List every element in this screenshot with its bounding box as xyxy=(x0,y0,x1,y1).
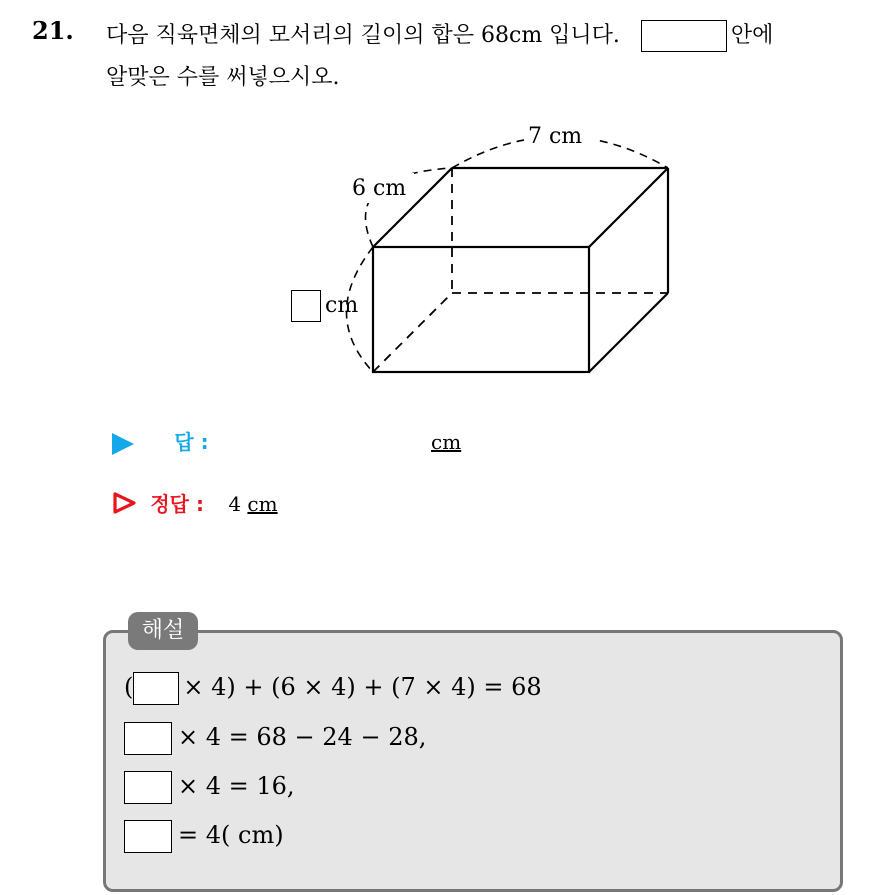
answer-unit: cm xyxy=(431,430,462,454)
play-outline-icon xyxy=(112,491,138,520)
blank-box xyxy=(124,771,172,804)
explanation-line-1 xyxy=(124,672,542,705)
correct-unit: cm xyxy=(247,492,278,516)
blank-box xyxy=(124,722,172,755)
equation-4: = 4( cm) xyxy=(178,821,284,849)
question-line-1 xyxy=(106,18,773,52)
width-label: 6 cm xyxy=(352,176,407,201)
cuboid-diagram xyxy=(280,115,700,385)
front-face xyxy=(373,247,589,372)
equation-1: × 4) + (6 × 4) + (7 × 4) = 68 xyxy=(183,673,542,701)
blank-box xyxy=(133,672,179,705)
question-text-1: 다음 직육면체의 모서리의 길이의 합은 68cm 입니다. xyxy=(106,23,620,48)
equation-2: × 4 = 68 − 24 − 28, xyxy=(178,723,427,751)
explanation-line-3 xyxy=(124,771,295,804)
answer-row xyxy=(112,426,461,455)
blank-box xyxy=(124,820,172,853)
question-number: 21. xyxy=(32,16,74,45)
question-line-2: 알맞은 수를 써넣으시오. xyxy=(106,65,340,90)
explanation-line-2 xyxy=(124,722,426,755)
question-text-1-suffix: 안에 xyxy=(730,23,774,48)
open-paren: ( xyxy=(124,673,134,701)
correct-label: 정답 : xyxy=(150,492,204,516)
correct-answer-row xyxy=(112,488,278,520)
equation-3: × 4 = 16, xyxy=(178,772,295,800)
explanation-line-4 xyxy=(124,820,284,853)
play-icon xyxy=(112,433,134,455)
height-blank-box xyxy=(291,290,321,322)
height-label xyxy=(291,290,358,322)
answer-label: 답 : xyxy=(174,430,209,454)
height-unit: cm xyxy=(325,293,359,318)
cuboid-figure xyxy=(280,115,700,389)
length-label: 7 cm xyxy=(528,124,583,149)
answer-blank-box xyxy=(641,20,727,52)
explanation-title: 해설 xyxy=(128,612,198,650)
correct-value: 4 xyxy=(228,492,242,516)
